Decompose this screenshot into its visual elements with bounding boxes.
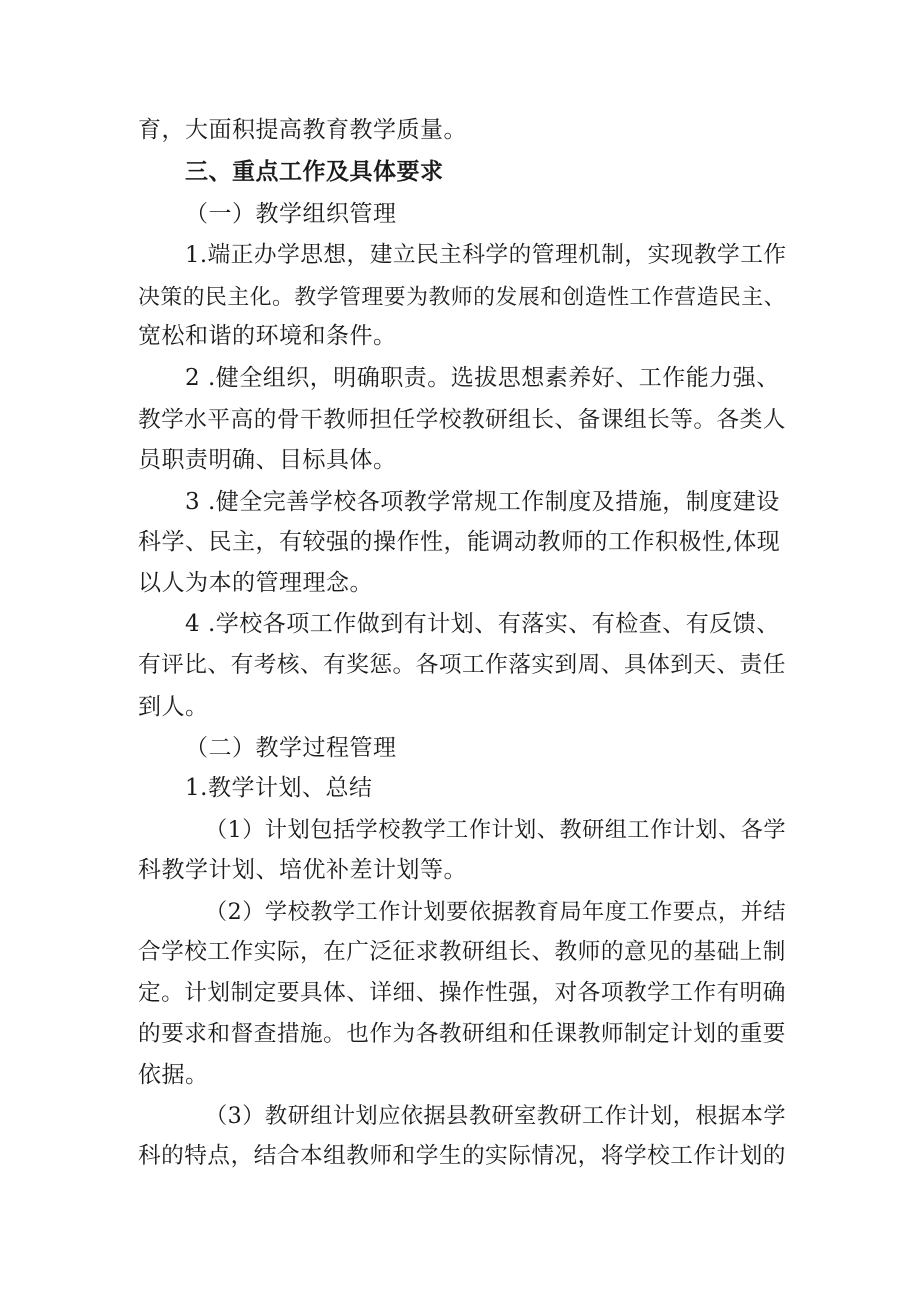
- text-line: 教学水平高的骨干教师担任学校教研组长、备课组长等。各类人: [138, 407, 786, 433]
- text-line: 2 .健全组织，明确职责。选拔思想素养好、工作能力强、: [185, 365, 780, 391]
- subsection-heading: （二）教学过程管理: [185, 735, 397, 761]
- text-line: 4 .学校各项工作做到有计划、有落实、有检查、有反馈、: [185, 611, 780, 637]
- text-line: 合学校工作实际，在广泛征求教研组长、教师的意见的基础上制: [138, 939, 786, 965]
- section-heading: 三、重点工作及具体要求: [185, 159, 444, 185]
- text-line: 3 .健全完善学校各项教学常规工作制度及措施，制度建设: [185, 489, 780, 515]
- text-line: 有评比、有考核、有奖惩。各项工作落实到周、具体到天、责任: [138, 652, 786, 678]
- text-line: 育，大面积提高教育教学质量。: [138, 117, 467, 143]
- text-line: 的要求和督查措施。也作为各教研组和任课教师制定计划的重要: [138, 1021, 786, 1047]
- text-line: 定。计划制定要具体、详细、操作性强，对各项教学工作有明确: [138, 980, 786, 1006]
- text-line: 依据。: [138, 1062, 209, 1088]
- subsection-heading: （一）教学组织管理: [185, 201, 397, 227]
- text-line: （1）计划包括学校教学工作计划、教研组工作计划、各学: [205, 817, 787, 843]
- text-line: 决策的民主化。教学管理要为教师的发展和创造性工作营造民主、: [138, 285, 786, 310]
- text-line: 到人。: [138, 694, 209, 720]
- text-line: 1.教学计划、总结: [185, 775, 373, 801]
- text-line: 科学、民主，有较强的操作性，能调动教师的工作积极性,体现: [138, 529, 781, 555]
- text-line: （2）学校教学工作计划要依据教育局年度工作要点，并结: [205, 899, 787, 925]
- text-line: 科的特点，结合本组教师和学生的实际情况，将学校工作计划的: [138, 1143, 786, 1169]
- text-line: （3）教研组计划应依据县教研室教研工作计划，根据本学: [205, 1103, 787, 1129]
- text-line: 科教学计划、培优补差计划等。: [138, 857, 467, 883]
- text-line: 员职责明确、目标具体。: [138, 447, 397, 473]
- text-line: 宽松和谐的环境和条件。: [138, 323, 397, 349]
- text-line: 以人为本的管理理念。: [138, 570, 373, 596]
- text-line: 1.端正办学思想，建立民主科学的管理机制，实现教学工作: [185, 242, 787, 268]
